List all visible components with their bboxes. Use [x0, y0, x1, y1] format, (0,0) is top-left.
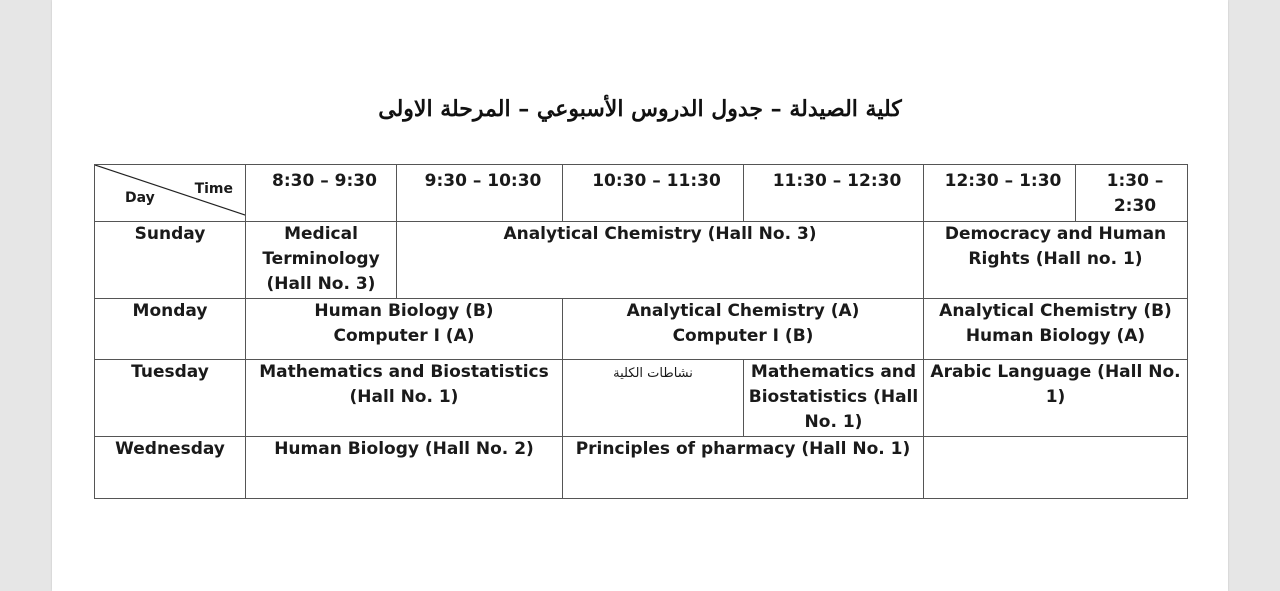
sunday-analytical-chemistry: Analytical Chemistry (Hall No. 3): [397, 222, 924, 299]
time-slot-6: 1:30 – 2:30: [1076, 165, 1188, 222]
monday-slot-3: [924, 299, 1188, 360]
college-activities-label: نشاطات الكلية: [613, 366, 693, 381]
cell-line: Human Biology (A): [965, 326, 1146, 346]
cell-line: Mathematics and Biostatistics: [259, 362, 549, 382]
monday-slot-1: [246, 299, 563, 360]
wednesday-human-biology: Human Biology (Hall No. 2): [246, 437, 563, 499]
tuesday-row: [95, 360, 1188, 437]
tuesday-arabic-language: Arabic Language (Hall No. 1): [924, 360, 1188, 437]
corner-day-label: Day: [125, 190, 155, 206]
header-row: [95, 165, 1188, 222]
tuesday-slot-1: [246, 360, 563, 437]
sunday-row: [95, 222, 1188, 299]
cell-line: Computer I (A): [333, 326, 475, 346]
day-wednesday: Wednesday: [95, 437, 246, 499]
document-page: [52, 0, 1228, 591]
corner-cell: [95, 165, 246, 222]
cell-line: Biostatistics (Hall: [748, 387, 919, 407]
tuesday-slot-3: [744, 360, 924, 437]
cell-line: (Hall No. 1): [349, 387, 459, 407]
time-slot-5: 12:30 – 1:30: [924, 165, 1076, 222]
cell-line: Computer I (B): [672, 326, 814, 346]
cell-line: Rights (Hall no. 1): [968, 249, 1143, 269]
monday-row: [95, 299, 1188, 360]
cell-line: (Hall No. 3): [266, 274, 376, 294]
corner-time-label: Time: [194, 181, 233, 197]
cell-line: Analytical Chemistry (A): [626, 301, 860, 321]
sunday-democracy-human-rights: [924, 222, 1188, 299]
day-sunday: Sunday: [95, 222, 246, 299]
cell-line: Analytical Chemistry (B): [939, 301, 1172, 321]
tuesday-college-activities: [563, 360, 744, 437]
cell-line: No. 1): [804, 412, 863, 432]
wednesday-empty-slot: [924, 437, 1188, 499]
time-slot-2: 9:30 – 10:30: [397, 165, 563, 222]
cell-line: Human Biology (B): [314, 301, 494, 321]
monday-slot-2: [563, 299, 924, 360]
time-slot-1: 8:30 – 9:30: [246, 165, 397, 222]
cell-line: Terminology: [262, 249, 380, 269]
time-slot-4: 11:30 – 12:30: [744, 165, 924, 222]
sunday-medical-terminology: [246, 222, 397, 299]
cell-line: Medical: [284, 224, 358, 244]
wednesday-row: [95, 437, 1188, 499]
day-tuesday: Tuesday: [95, 360, 246, 437]
cell-line: Mathematics and: [750, 362, 917, 382]
page-title: كلية الصيدلة – جدول الدروس الأسبوعي – المرحلة الاولى: [378, 96, 902, 122]
wednesday-principles-pharmacy: Principles of pharmacy (Hall No. 1): [563, 437, 924, 499]
schedule-table: [94, 164, 1188, 499]
cell-line: Democracy and Human: [944, 224, 1167, 244]
day-monday: Monday: [95, 299, 246, 360]
time-slot-3: 10:30 – 11:30: [563, 165, 744, 222]
